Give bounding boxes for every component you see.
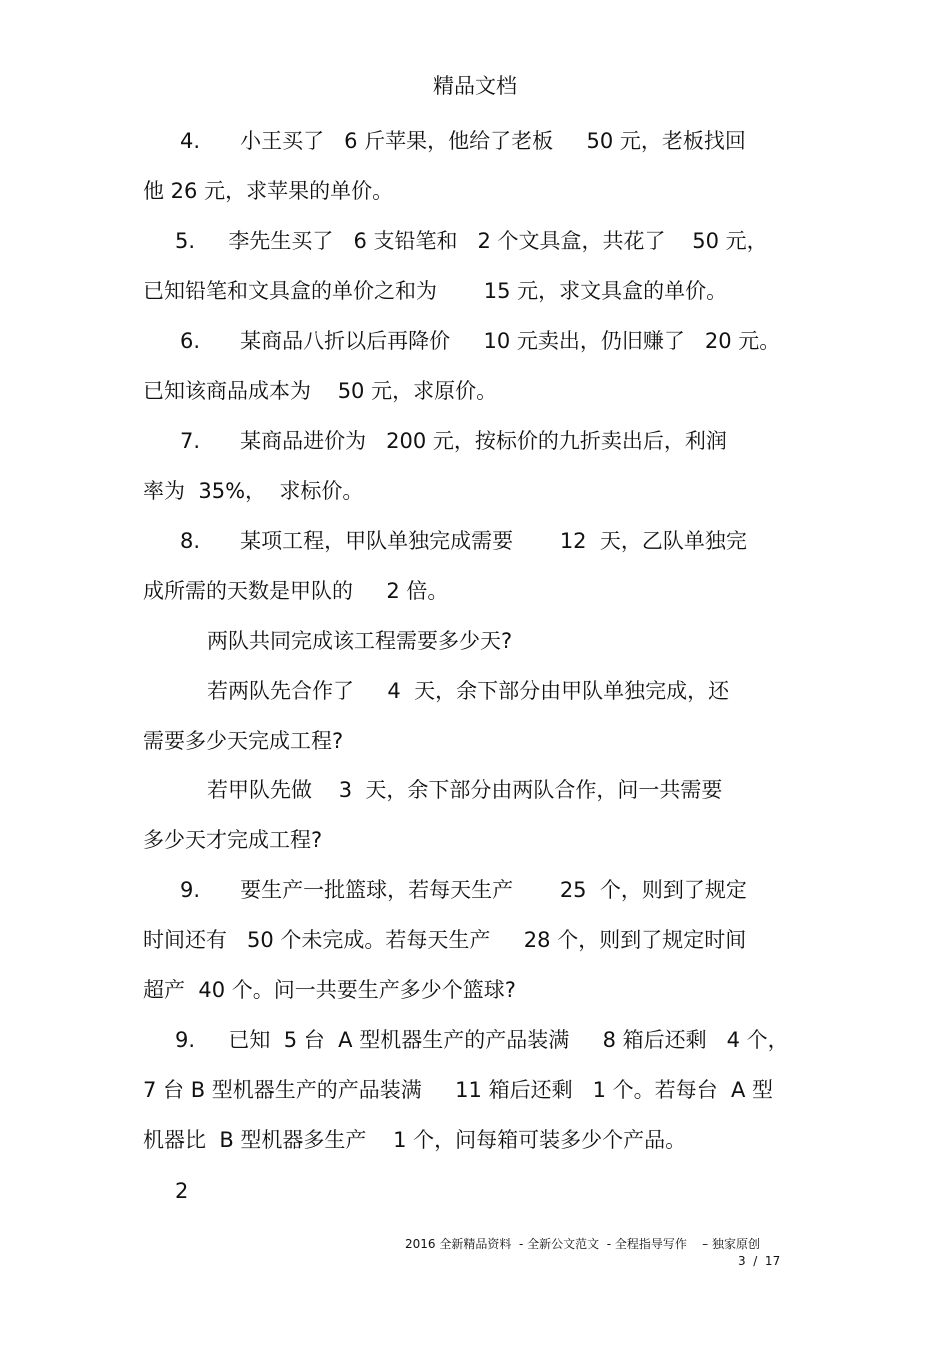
problem-9b-line-2: 7 台 B 型机器生产的产品装满 11 箱后还剩 1 个。若每台 A 型 — [143, 1078, 774, 1102]
problem-4-line-2: 他 26 元，求苹果的单价。 — [143, 179, 394, 203]
page-footer: 2016 全新精品资料 - 全新公文范文 - 全程指导写作 – 独家原创 — [405, 1237, 760, 1251]
problem-8-line-1: 8. 某项工程，甲队单独完成需要 12 天，乙队单独完 — [180, 529, 747, 553]
problem-5-line-2: 已知铅笔和文具盒的单价之和为 15 元，求文具盒的单价。 — [143, 279, 728, 303]
problem-9a-line-3: 超产 40 个。问一共要生产多少个篮球? — [143, 978, 516, 1002]
problem-4-line-1: 4. 小王买了 6 斤苹果，他给了老板 50 元，老板找回 — [180, 129, 746, 153]
problem-8-part-2-line-2: 需要多少天完成工程? — [143, 729, 344, 753]
problem-7-line-1: 7. 某商品进价为 200 元，按标价的九折卖出后，利润 — [180, 429, 727, 453]
trailing-number: 2 — [175, 1179, 189, 1203]
problem-9b-line-3: 机器比 B 型机器多生产 1 个，问每箱可装多少个产品。 — [143, 1128, 687, 1152]
problem-9a-line-1: 9. 要生产一批篮球，若每天生产 25 个，则到了规定 — [180, 878, 747, 902]
problem-8-part-3-line-2: 多少天才完成工程? — [143, 828, 323, 852]
page-number: 3 / 17 — [738, 1254, 781, 1268]
problem-9a-line-2: 时间还有 50 个未完成。若每天生产 28 个，则到了规定时间 — [143, 928, 747, 952]
problem-8-part-2-line-1: 若两队先合作了 4 天，余下部分由甲队单独完成，还 — [207, 679, 730, 703]
problem-8-line-2: 成所需的天数是甲队的 2 倍。 — [143, 579, 449, 603]
problem-8-part-3-line-1: 若甲队先做 3 天，余下部分由两队合作，问一共需要 — [207, 778, 723, 802]
problem-6-line-1: 6. 某商品八折以后再降价 10 元卖出，仍旧赚了 20 元。 — [180, 329, 781, 353]
problem-8-part-1: 两队共同完成该工程需要多少天? — [207, 629, 513, 653]
problem-7-line-2: 率为 35%， 求标价。 — [143, 479, 364, 503]
page-header: 精品文档 — [433, 74, 517, 98]
problem-9b-line-1: 9. 已知 5 台 A 型机器生产的产品装满 8 箱后还剩 4 个， — [175, 1028, 789, 1052]
problem-5-line-1: 5. 李先生买了 6 支铅笔和 2 个文具盒，共花了 50 元， — [175, 229, 768, 253]
problem-6-line-2: 已知该商品成本为 50 元，求原价。 — [143, 379, 498, 403]
